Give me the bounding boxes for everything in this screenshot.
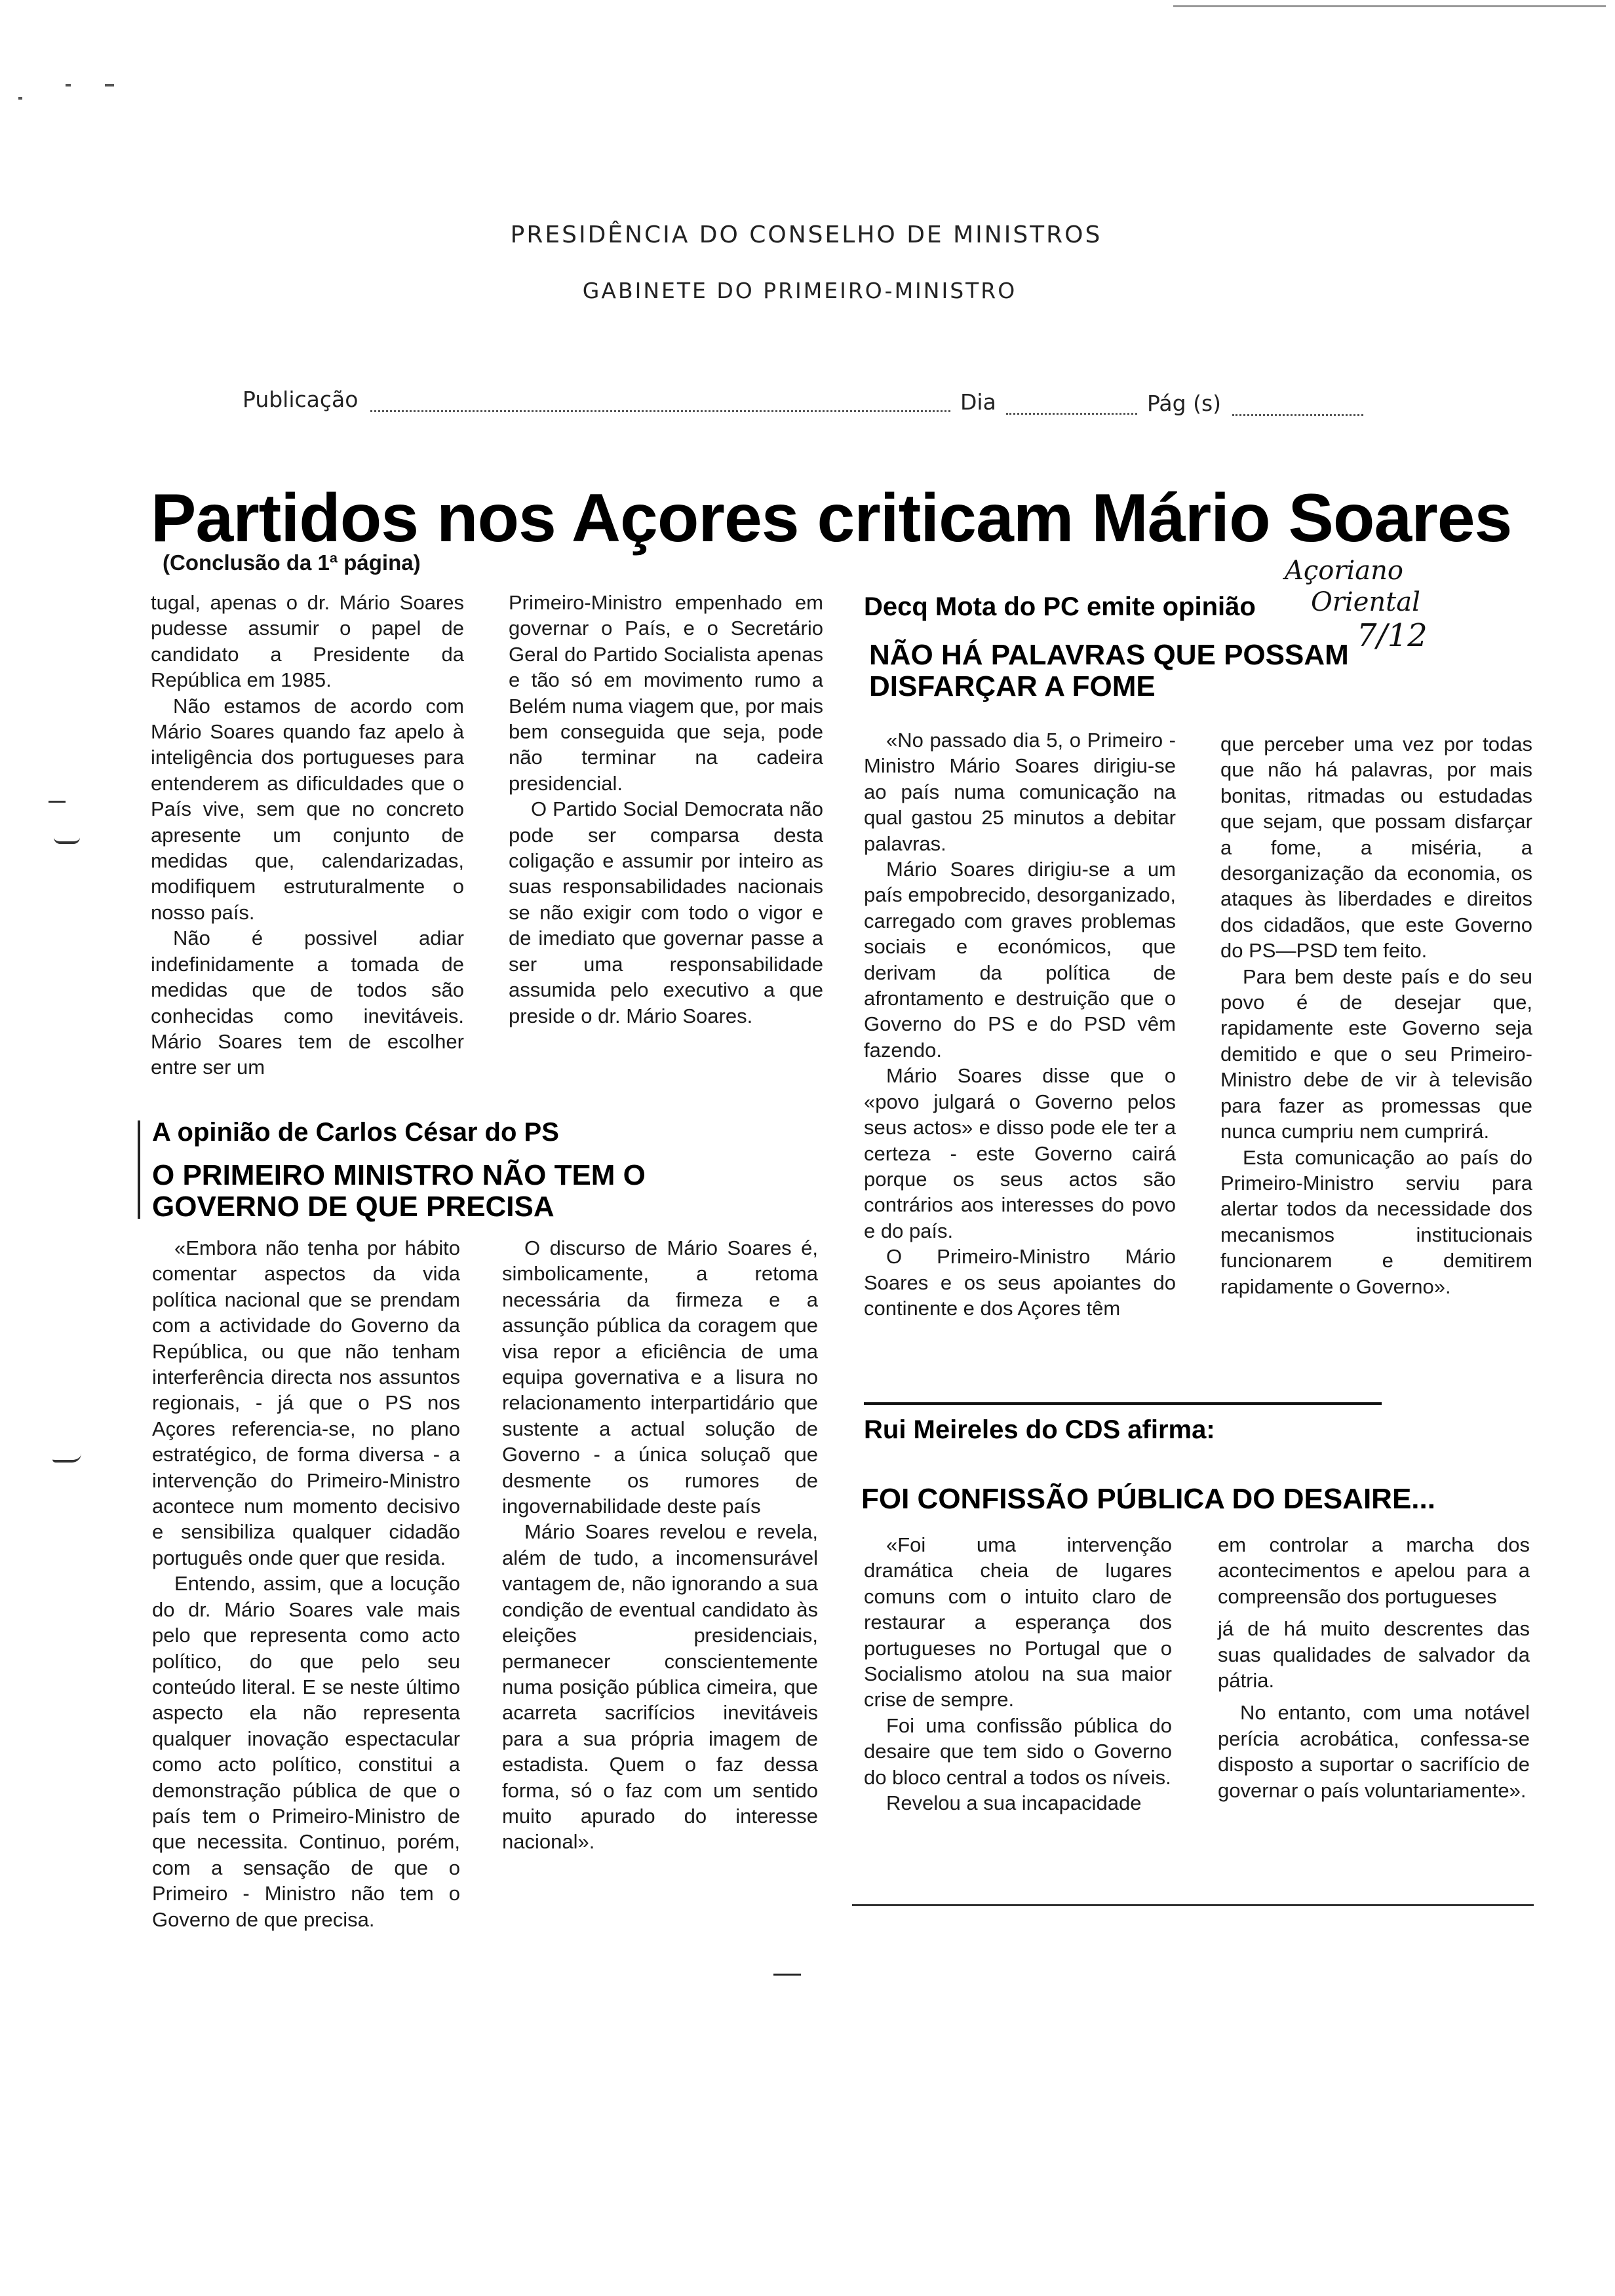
office-title: GABINETE DO PRIMEIRO-MINISTRO <box>582 278 1017 303</box>
paragraph: Mário Soares revelou e revela, além de tudo, a incomensurável vantagem de, não ignorando a sua condição de eventual candidato às eleições presidenciais, permanecer conscientemente numa posição pública cimeira, que acarreta sacrifícios inevitáveis para a sua própria imagem de estadista. Quem o faz dessa forma, só o faz com um sentido muito apurado do interesse nacional». <box>502 1520 818 1854</box>
scan-mark <box>66 84 71 86</box>
paragraph: Revelou a sua incapacidade <box>886 1791 1142 1815</box>
mota-kicker: Decq Mota do PC emite opinião <box>864 592 1256 621</box>
handwritten-date: 7/12 <box>1357 617 1428 654</box>
paragraph: Esta comunicação ao país do Primeiro-Ministro serviu para alertar todos da necessidade dos mecanismos institucionais funcionarem e demitirem rapidamente o Governo». <box>1220 1145 1532 1298</box>
section-divider <box>864 1402 1382 1405</box>
handwritten-source: Açoriano <box>1285 556 1403 586</box>
paragraph: «No passado dia 5, o Primeiro - Ministro Mário Soares dirigiu-se ao país numa comunicação na qual gastou 25 minutos a debitar palavras. <box>864 729 1176 855</box>
scan-mark <box>54 837 80 844</box>
paragraph: Mário Soares disse que o «povo julgará o Governo pelos seus actos» e disso pode ele ter a certeza - este Governo cairá porque os seus actos são contrários aos interesses do povo e do país. <box>864 1064 1176 1242</box>
article-headline: Partidos nos Açores criticam Mário Soares <box>151 480 1512 556</box>
paragraph: O discurso de Mário Soares é, simbolicamente, a retoma necessária da firmeza e a assunção pública da coragem que visa repor a eficiência de uma equipa governativa e a lisura no relacionamento interpartidário que sustente a actual solução de Governo - a única soluçaõ que desmente os rumores de ingovernabilidade deste país <box>502 1236 818 1518</box>
section-left-bar <box>138 1120 140 1219</box>
paragraph: Mário Soares dirigiu-se a um país empobrecido, desorganizado, carregado com graves problemas sociais e económicos, que derivam da política de afrontamento e destruição que o Governo do PS e do PSD vêm fazendo. <box>864 858 1176 1062</box>
paragraph: «Embora não tenha por hábito comentar aspectos da vida política nacional que se prendam com a actividade do Governo da República, ou que não tenham interferência directa nos assuntos regionais, - já que o PS nos Açores referencia-se, no plano estratégico, de forma diversa - a intervenção do Primeiro-Ministro acontece num momento decisivo e sensibiliza qualquer cidadão português onde quer que resida. <box>152 1236 460 1569</box>
paragraph: Primeiro-Ministro empenhado em governar o País, e o Secretário Geral do Partido Socialista apenas e tão só em movimento rumo a Belém numa viagem que, por mais bem conseguida que seja, pode não terminar na cadeira presidencial. <box>509 591 823 795</box>
conclusion-note: (Conclusão da 1ª página) <box>163 550 421 575</box>
paragraph: Foi uma confissão pública do desaire que tem sido o Governo do bloco central a todos os níveis. <box>864 1713 1172 1789</box>
article-column-2 <box>509 590 823 1029</box>
paragraph: O Primeiro-Ministro Mário Soares e os seus apoiantes do continente e dos Açores têm <box>864 1245 1176 1320</box>
day-label: Dia <box>960 389 996 415</box>
paragraph: Não é possivel adiar indefinidamente a tomada de medidas que de todos são conhecidas como inevitáveis. Mário Soares tem de escolher entre ser um <box>151 927 464 1079</box>
cesar-column-1 <box>152 1235 460 1932</box>
publication-field <box>370 410 950 412</box>
publication-label: Publicação <box>243 387 359 412</box>
paragraph: que perceber uma vez por todas que não há palavras, por mais bonitas, ritmadas ou estudadas que sejam, que possam disfarçar a fome, a miséria, a desorganização da economia, os ataques às liberdades e direitos dos cidadãos, que este Governo do PS—PSD tem feito. <box>1220 733 1532 963</box>
paragraph: tugal, apenas o dr. Mário Soares pudesse assumir o papel de candidato a Presidente da República em 1985. <box>151 591 464 692</box>
paragraph: No entanto, com uma notável perícia acrobática, confessa-se disposto a suportar o sacrifício de governar o país voluntariamente». <box>1218 1701 1530 1802</box>
meireles-column-1 <box>864 1532 1172 1816</box>
cesar-kicker: A opinião de Carlos César do PS <box>152 1118 559 1147</box>
meireles-kicker: Rui Meireles do CDS afirma: <box>864 1415 1215 1444</box>
meireles-column-2 <box>1218 1532 1530 1803</box>
paragraph: Para bem deste país e do seu povo é de desejar que, rapidamente este Governo seja demitido e que o seu Primeiro-Ministro debe de vir à televisão para fazer as promessas que nunca cumpriu nem cumprirá. <box>1220 965 1532 1143</box>
mota-title-line: DISFARÇAR A FOME <box>869 670 1156 702</box>
cesar-column-2 <box>502 1235 818 1855</box>
paragraph: Não estamos de acordo com Mário Soares quando faz apelo à inteligência dos portugueses para entenderem as dificuldades que o País vive, sem que no concreto apresente um conjunto de medidas que, calendarizadas, modifiquem estruturalmente o nosso país. <box>151 694 464 924</box>
section-end-rule <box>852 1904 1534 1906</box>
mota-column-2 <box>1220 731 1532 1299</box>
paragraph: «Foi uma intervenção dramática cheia de lugares comuns com o intuito claro de restaurar a esperança dos portugueses no Portugal que o Socialismo atolou na sua maior crise de sempre. <box>864 1533 1172 1712</box>
paragraph: Entendo, assim, que a locução do dr. Mário Soares vale mais pelo que representa como acto político, do que pelo seu conteúdo literal. E se neste último aspecto ela não representa qualquer inovação espectacular como acto político, constitui a demonstração pública de que o país tem o Primeiro-Ministro de que necessita. Continuo, porém, com a sensação de que o Primeiro - Ministro não tem o Governo de que precisa. <box>152 1572 460 1931</box>
handwritten-source: Oriental <box>1311 587 1420 617</box>
cesar-title <box>152 1160 808 1223</box>
cesar-title-line: O PRIMEIRO MINISTRO NÃO TEM O <box>152 1159 646 1191</box>
meireles-title: FOI CONFISSÃO PÚBLICA DO DESAIRE... <box>861 1483 1435 1515</box>
mota-column-1 <box>864 727 1176 1321</box>
day-field <box>1006 413 1137 415</box>
section-end-rule <box>773 1974 801 1976</box>
scan-mark <box>105 84 114 86</box>
mota-title <box>869 640 1459 702</box>
scan-mark <box>1173 5 1606 7</box>
page-field <box>1232 414 1363 416</box>
paragraph: em controlar a marcha dos acontecimentos e apelou para a compreensão dos portugueses <box>1218 1533 1530 1608</box>
paragraph: O Partido Social Democrata não pode ser comparsa desta coligação e assumir por inteiro as suas responsabilidades nacionais se não exigir com todo o vigor e de imediato que governar passe a ser uma responsabilidade assumida pelo executivo a que preside o dr. Mário Soares. <box>509 797 823 1027</box>
paragraph: já de há muito descrentes das suas qualidades de salvador da pátria. <box>1218 1617 1530 1693</box>
mota-title-line: NÃO HÁ PALAVRAS QUE POSSAM <box>869 639 1349 671</box>
page-label: Pág (s) <box>1147 391 1222 416</box>
cesar-title-line: GOVERNO DE QUE PRECISA <box>152 1191 555 1223</box>
ministry-title: PRESIDÊNCIA DO CONSELHO DE MINISTROS <box>510 221 1102 248</box>
article-column-1 <box>151 590 464 1081</box>
scan-mark <box>49 801 66 803</box>
scan-mark <box>18 97 22 100</box>
scan-mark <box>52 1453 81 1463</box>
